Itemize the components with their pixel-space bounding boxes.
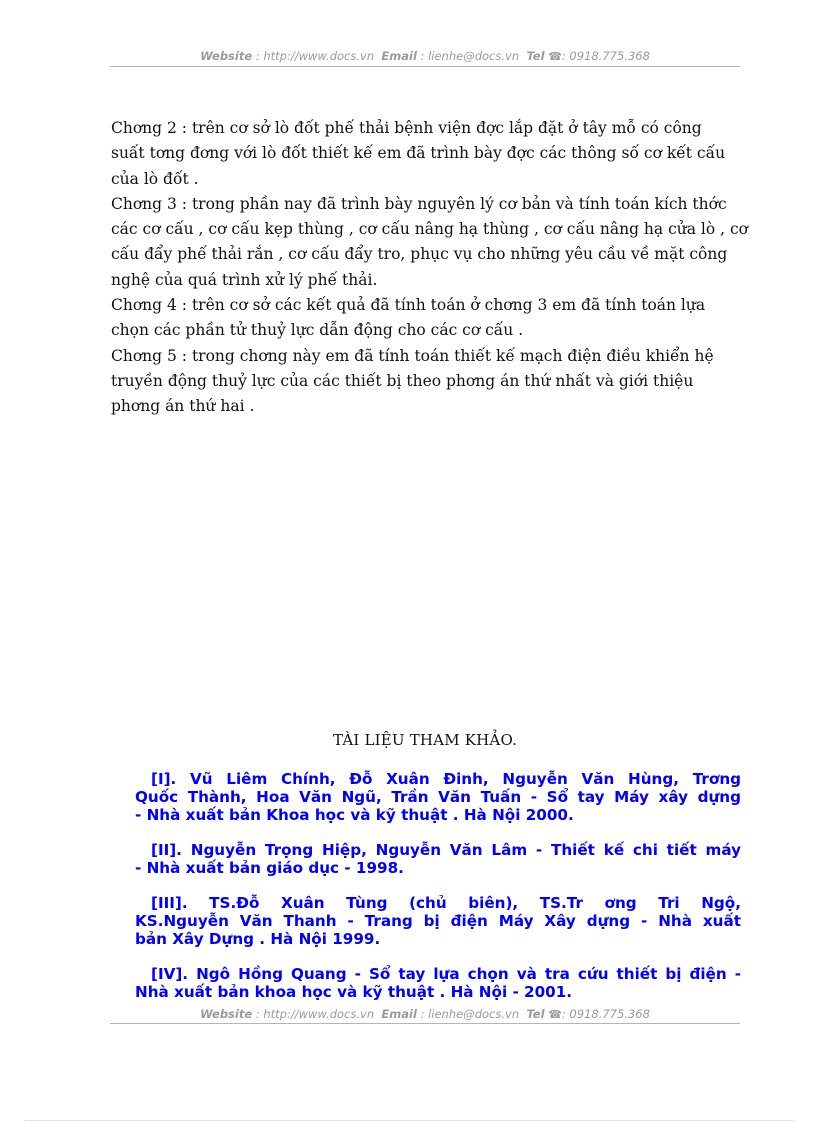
reference-line: Quốc Thành, Hoa Văn Ngũ, Trần Văn Tuấn - Sổ tay Máy xây dựng: [135, 788, 741, 806]
reference-line: - Nhà xuất bản Khoa học và kỹ thuật . Hà Nội 2000.: [135, 806, 574, 824]
body-line: Chơng 2 : trên cơ sở lò đốt phế thải bệnh viện đợc lắp đặt ở tây mỗ có công: [111, 119, 702, 137]
reference-line: [I]. Vũ Liêm Chính, Đỗ Xuân Đinh, Nguyễn Văn Hùng, Trơng: [151, 770, 741, 788]
reference-item: [135, 894, 741, 948]
reference-item: [135, 841, 741, 877]
reference-line: [IV]. Ngô Hồng Quang - Sổ tay lựa chọn và tra cứu thiết bị điện -: [151, 965, 741, 983]
page-break-rule: [24, 1120, 794, 1121]
footer-website-link[interactable]: : http://www.docs.vn: [255, 1007, 375, 1021]
body-line: nghệ của quá trình xử lý phế thải.: [111, 270, 378, 289]
reference-item: [135, 770, 741, 824]
references-list: [135, 770, 741, 1018]
header-website-label: Website: [200, 49, 253, 63]
header-website-link[interactable]: : http://www.docs.vn: [255, 49, 375, 63]
chapter-summary: [111, 116, 748, 420]
header-email-label: Email: [381, 49, 417, 63]
footer-email-link[interactable]: : lienhe@docs.vn: [420, 1007, 520, 1021]
header-tel-value: : 0918.775.368: [561, 49, 650, 63]
body-line: chọn các phần tử thuỷ lực dẫn động cho các cơ cấu .: [111, 321, 524, 340]
header-tel-label: Tel: [526, 49, 545, 63]
page-header: [110, 49, 740, 63]
references-title: TÀI LIỆU THAM KHẢO.: [332, 731, 518, 749]
reference-item: [135, 965, 741, 1001]
footer-tel-value: : 0918.775.368: [561, 1007, 650, 1021]
body-line: Chơng 5 : trong chơng này em đã tính toán thiết kế mạch điện điều khiển hệ: [111, 346, 714, 365]
reference-line: [II]. Nguyễn Trọng Hiệp, Nguyễn Văn Lâm - Thiết kế chi tiết máy: [151, 841, 741, 859]
footer-email-label: Email: [381, 1007, 417, 1021]
body-line: các cơ cấu , cơ cấu kẹp thùng , cơ cấu nâng hạ thùng , cơ cấu nâng hạ cửa lò , cơ: [111, 220, 748, 239]
reference-line: KS.Nguyễn Văn Thanh - Trang bị điện Máy Xây dựng - Nhà xuất: [135, 912, 741, 930]
reference-line: bản Xây Dựng . Hà Nội 1999.: [135, 930, 381, 948]
header-email-link[interactable]: : lienhe@docs.vn: [420, 49, 520, 63]
body-line: Chơng 3 : trong phần nay đã trình bày nguyên lý cơ bản và tính toán kích thớc: [111, 194, 727, 213]
footer-website-label: Website: [200, 1007, 253, 1021]
phone-icon: ☎: [548, 50, 562, 63]
footer-rule: [110, 1023, 740, 1024]
body-line: suất tơng đơng với lò đốt thiết kế em đã trình bày đợc các thông số cơ kết cấu: [111, 144, 726, 163]
reference-line: - Nhà xuất bản giáo dục - 1998.: [135, 859, 404, 877]
body-line: của lò đốt .: [111, 169, 199, 188]
reference-line: [III]. TS.Đỗ Xuân Tùng (chủ biên), TS.Tr ơng Tri Ngộ,: [151, 894, 741, 912]
footer-tel-label: Tel: [526, 1007, 545, 1021]
page-footer: [110, 1007, 740, 1021]
body-line: cấu đẩy phế thải rắn , cơ cấu đẩy tro, phục vụ cho những yêu cầu về mặt công: [111, 245, 728, 264]
phone-icon: ☎: [548, 1008, 562, 1021]
body-line: truyền động thuỷ lực của các thiết bị theo phơng án thứ nhất và giới thiệu: [111, 371, 694, 390]
body-line: Chơng 4 : trên cơ sở các kết quả đã tính toán ở chơng 3 em đã tính toán lựa: [111, 296, 706, 315]
body-line: phơng án thứ hai .: [111, 397, 255, 416]
header-rule: [110, 66, 740, 67]
reference-line: Nhà xuất bản khoa học và kỹ thuật . Hà Nội - 2001.: [135, 983, 573, 1001]
